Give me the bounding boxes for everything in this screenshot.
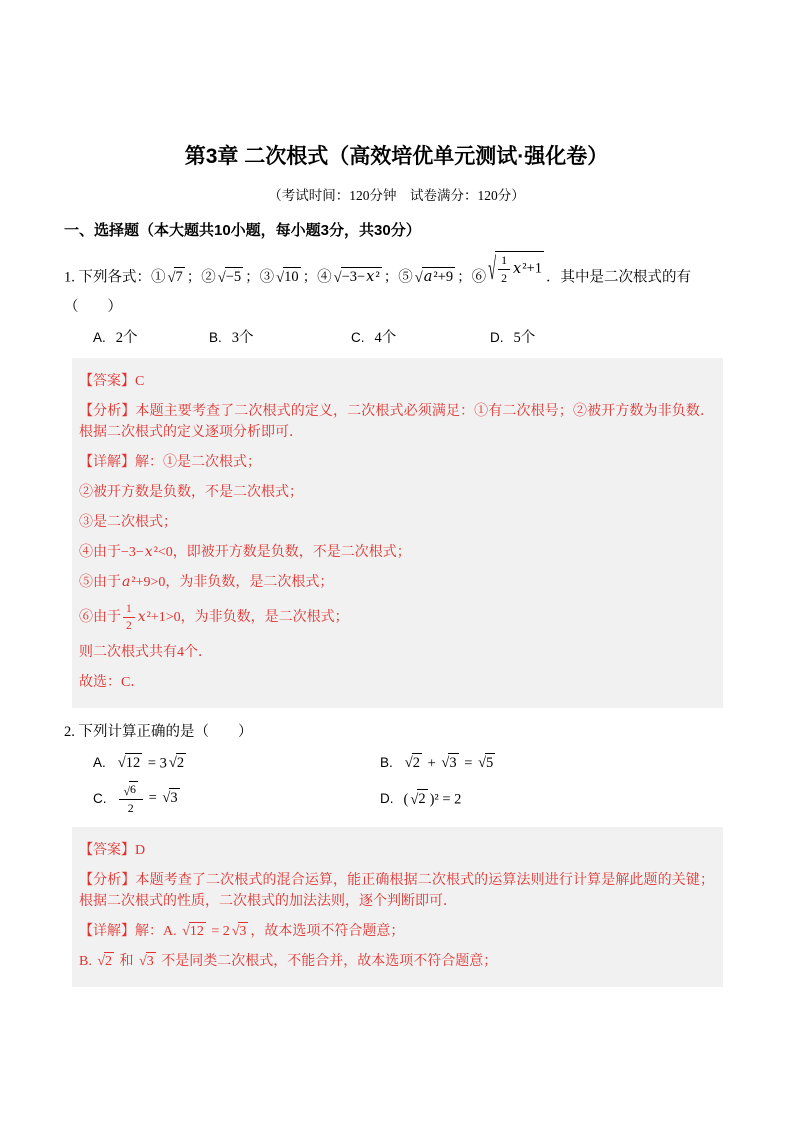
option-content: 4个 xyxy=(374,329,397,346)
radical-sign-icon: √ xyxy=(414,269,423,286)
detail-line-1: 【详解】解：①是二次根式； xyxy=(79,454,261,470)
option-content: √ 6 2 = √ 3 xyxy=(117,781,182,816)
fraction-denominator: 2 xyxy=(126,619,132,632)
option-label: B. xyxy=(209,329,222,345)
analysis-line: 【分析】本题考查了二次根式的混合运算，能正确根据二次根式的运算法则进行计算是解此题的关键；根据二次根式的性质，二次根式的加法法则，逐个判断即可． xyxy=(79,873,714,910)
option-C xyxy=(93,781,380,816)
radical-sign-icon: √ xyxy=(441,755,450,772)
radicand: 2 xyxy=(418,791,426,808)
sqrt-radical xyxy=(168,267,185,286)
detail-line-4: ④由于−3−x²<0，即被开方数是负数，不是二次根式； xyxy=(79,543,411,560)
fraction-denominator: 2 xyxy=(127,801,134,816)
math-variable: x xyxy=(513,260,522,277)
question-2 xyxy=(64,719,729,816)
fraction-numerator: 1 xyxy=(498,253,510,270)
radical-sign-icon: √ xyxy=(488,252,497,287)
detail-line-2: ②被开方数是负数，不是二次根式； xyxy=(79,484,303,500)
radicand: $\frac{1}{2}$ x²+1 xyxy=(495,251,544,286)
option-D xyxy=(380,781,729,816)
option-C xyxy=(351,326,490,347)
radical-sign-icon: √ xyxy=(231,924,240,940)
option-A xyxy=(93,747,380,777)
radical-sign-icon: √ xyxy=(217,269,226,286)
radicand: −5 xyxy=(225,269,242,286)
sqrt-radical xyxy=(162,788,179,807)
detail-line-3: ③是二次根式； xyxy=(79,514,177,530)
radical-sign-icon: √ xyxy=(478,755,487,772)
radicand: 3 xyxy=(170,789,178,806)
radical-sign-icon: √ xyxy=(123,783,131,798)
math-variable: x xyxy=(366,269,375,286)
option-content: 2个 xyxy=(115,329,138,346)
question-2-answer-block xyxy=(72,827,723,987)
sqrt-radical xyxy=(218,267,243,286)
detail-line-6: ⑥由于 $\frac{1}{2}$ x²+1>0，为非负数，是二次根式； xyxy=(79,602,349,632)
radical-sign-icon: √ xyxy=(410,791,419,808)
fraction-denominator: 2 xyxy=(501,270,508,285)
radicand: 3 xyxy=(239,923,247,939)
radicand: 2 xyxy=(105,953,113,969)
option-label: B. xyxy=(380,754,393,770)
radicand: 12 xyxy=(189,923,204,939)
sqrt-radical xyxy=(232,922,249,940)
detail-line-2: B. √ 2 和 √ 3 不是同类二次根式，不能合并，故本选项不符合题意； xyxy=(79,953,498,970)
math-variable: x xyxy=(144,543,153,560)
radicand: −3−x² xyxy=(341,269,380,286)
sqrt-radical xyxy=(410,789,427,808)
choice-line: 故选：C． xyxy=(79,675,145,691)
math-variable: a xyxy=(423,269,433,286)
sqrt-radical xyxy=(478,753,495,772)
sqrt-radical xyxy=(169,753,186,772)
option-content: 5个 xyxy=(513,329,536,346)
option-label: C. xyxy=(351,329,365,345)
option-content: ( √ 2 )² = 2 xyxy=(403,791,462,808)
radicand: 2 xyxy=(412,754,420,771)
exam-info: （考试时间：120分钟 试卷满分：120分） xyxy=(268,188,525,203)
radical-sign-icon: √ xyxy=(167,269,176,286)
answer-line: 【答案】C xyxy=(79,373,145,389)
question-1-stem: 1. 下列各式：① √ 7 ；② √ −5 ；③ √ 10 ；④ √ −3−x² ；⑤ √ a²+9 ；⑥ √ $\frac{1}{2}$ x²+1 ．其中是二次根式的有 xyxy=(64,252,691,287)
sqrt-radical xyxy=(97,952,114,970)
option-content: √ 12 = 3 √ 2 xyxy=(117,754,185,772)
page-title: 第3章 二次根式（高效培优单元测试·强化卷） xyxy=(184,145,609,168)
radical-sign-icon: √ xyxy=(139,954,147,970)
question-2-options xyxy=(64,747,729,816)
radicand: 2 xyxy=(176,754,185,771)
conclusion-line: 则二次根式共有4个． xyxy=(79,645,212,661)
radicand: 7 xyxy=(175,269,183,286)
question-2-stem: 2. 下列计算正确的是（ ） xyxy=(64,724,253,741)
fraction-numerator: 1 xyxy=(123,602,135,618)
option-label: C. xyxy=(93,791,107,807)
radicand: 3 xyxy=(449,754,457,771)
question-1-answer-blank: （ ） xyxy=(64,298,122,315)
sqrt-radical xyxy=(276,267,300,286)
radical-sign-icon: √ xyxy=(168,755,177,772)
fraction xyxy=(123,602,135,634)
sqrt-radical xyxy=(139,952,156,970)
radicand: a²+9 xyxy=(423,269,454,286)
option-D xyxy=(490,326,729,347)
sqrt-radical xyxy=(334,267,382,286)
option-label: A. xyxy=(93,329,106,345)
sqrt-radical xyxy=(124,781,138,797)
option-label: A. xyxy=(93,754,106,770)
option-content: √ 2 + √ 3 = √ 5 xyxy=(404,754,494,772)
option-label: D. xyxy=(380,791,394,807)
option-A xyxy=(93,326,209,347)
sqrt-radical xyxy=(405,753,422,772)
radicand: 10 xyxy=(284,269,299,286)
radical-sign-icon: √ xyxy=(97,954,106,970)
sqrt-radical xyxy=(118,753,142,772)
option-B xyxy=(380,747,729,777)
math-variable: x xyxy=(137,608,146,625)
sqrt-radical xyxy=(441,753,458,772)
math-variable: a xyxy=(122,573,131,590)
section-heading: 一、选择题（本大题共10小题，每小题3分，共30分） xyxy=(64,222,421,239)
sqrt-radical xyxy=(488,251,544,286)
radical-sign-icon: √ xyxy=(404,755,413,772)
radical-sign-icon: √ xyxy=(182,924,190,940)
detail-line-1: 【详解】解：A. √ 12 = 2 √ 3 ，故本选项不符合题意； xyxy=(79,923,405,940)
radicand: 12 xyxy=(125,754,141,771)
fraction-numerator xyxy=(119,781,143,800)
option-label: D. xyxy=(490,329,504,345)
fraction xyxy=(119,781,143,816)
option-B xyxy=(209,326,351,347)
question-1-answer-block xyxy=(72,358,723,709)
question-1-options xyxy=(64,326,729,347)
answer-line: 【答案】D xyxy=(79,843,146,859)
radicand: 5 xyxy=(486,754,494,771)
option-content: 3个 xyxy=(231,329,254,346)
analysis-line: 【分析】本题主要考查了二次根式的定义，二次根式必须满足：①有二次根号；②被开方数为非负数．根据二次根式的定义逐项分析即可． xyxy=(79,403,714,440)
question-1 xyxy=(64,251,729,347)
radical-sign-icon: √ xyxy=(162,790,171,807)
radicand: 6 xyxy=(130,782,136,797)
detail-line-5: ⑤由于a²+9>0，为非负数，是二次根式； xyxy=(79,573,334,590)
radicand: 3 xyxy=(146,953,154,969)
radical-sign-icon: √ xyxy=(117,755,126,772)
sqrt-radical xyxy=(182,922,206,940)
radical-sign-icon: √ xyxy=(333,269,342,286)
radical-sign-icon: √ xyxy=(276,269,285,286)
sqrt-radical xyxy=(415,267,455,286)
fraction xyxy=(498,253,510,286)
